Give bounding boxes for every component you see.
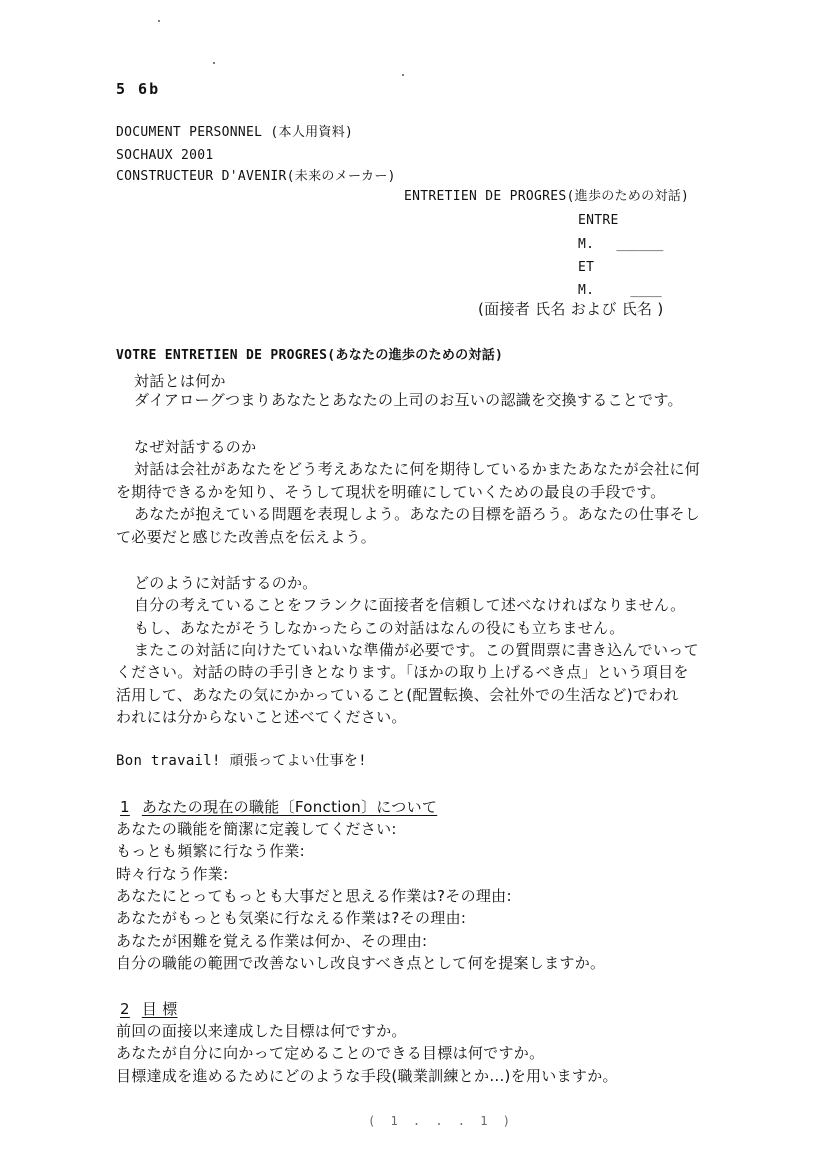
section1-item: あなたが困難を覚える作業は何か、その理由:	[116, 932, 428, 950]
section2-title: 目 標	[141, 1000, 178, 1018]
section2-item: あなたが自分に向かって定めることのできる目標は何ですか。	[116, 1044, 545, 1062]
section1-item: 自分の職能の範囲で改善ないし改良すべき点として何を提案しますか。	[116, 954, 606, 972]
intro-a2-line2: を期待できるかを知り、そうして現状を明確にしていくための最良の手段です。	[116, 483, 666, 501]
section1-item: あなたにとってもっとも大事だと思える作業は?その理由:	[116, 887, 512, 905]
intro-a2-line3: あなたが抱えている問題を表現しよう。あなたの目標を語ろう。あなたの仕事そし	[134, 505, 701, 523]
intro-a3-line6: われには分からないこと述べてください。	[116, 708, 407, 726]
header-document-personnel: DOCUMENT PERSONNEL (本人用資料)	[116, 125, 354, 140]
entretien-m2-blank: ____	[630, 283, 662, 298]
entretien-m2-label: M.	[578, 283, 595, 298]
section1-item: あなたの職能を簡潔に定義してください:	[116, 820, 397, 838]
section2-heading	[120, 998, 178, 1020]
page-number: 5 6b	[116, 80, 161, 98]
intro-a2-line4: て必要だと感じた改善点を伝えよう。	[116, 528, 377, 546]
header-sochaux: SOCHAUX 2001	[116, 148, 214, 163]
header-constructeur: CONSTRUCTEUR D'AVENIR(未来のメーカー)	[116, 169, 396, 184]
entretien-m1-label: M.	[578, 237, 595, 252]
section1-title: あなたの現在の職能〔Fonction〕について	[141, 798, 438, 816]
closing-bon-travail: Bon travail! 頑張ってよい仕事を!	[116, 753, 367, 769]
intro-a3-line4: ください。対話の時の手引きとなります。「ほかの取り上げるべき点」という項目を	[116, 663, 689, 681]
section1-item: あなたがもっとも気楽に行なえる作業は?その理由:	[116, 909, 467, 927]
entretien-m1	[578, 234, 663, 256]
section1-number: 1	[120, 798, 130, 816]
scan-speck	[402, 74, 404, 76]
section2-item: 前回の面接以来達成した目標は何ですか。	[116, 1022, 407, 1040]
page-footer: ( 1 . . . 1 )	[368, 1114, 514, 1128]
intro-a3-line1: 自分の考えていることをフランクに面接者を信頼して述べなければなりません。	[134, 596, 686, 614]
section2-number: 2	[120, 1000, 130, 1018]
section1-item: もっとも頻繁に行なう作業:	[116, 842, 305, 860]
entretien-et: ET	[578, 260, 595, 275]
scan-speck	[213, 62, 215, 64]
intro-a3-line2: もし、あなたがそうしなかったらこの対話はなんの役にも立ちません。	[134, 619, 625, 637]
intro-q1: 対話とは何か	[134, 372, 226, 390]
entretien-m1-blank: ______	[616, 237, 664, 252]
intro-q3: どのように対話するのか。	[134, 574, 318, 592]
section2-item: 目標達成を進めるためにどのような手段(職業訓練とか...)を用いますか。	[116, 1067, 618, 1085]
section1-item: 時々行なう作業:	[116, 865, 229, 883]
intro-a3-line5: 活用して、あなたの気にかかっていること(配置転換、会社外での生活など)でわれ	[116, 686, 679, 704]
scan-speck	[158, 20, 160, 22]
entretien-caption: (面接者 氏名 および 氏名 )	[478, 300, 664, 318]
section1-heading	[120, 796, 437, 818]
entretien-title: ENTRETIEN DE PROGRES(進歩のための対話)	[404, 189, 690, 204]
entretien-entre: ENTRE	[578, 213, 619, 228]
intro-a1: ダイアローグつまりあなたとあなたの上司のお互いの認識を交換することです。	[134, 391, 683, 409]
intro-heading: VOTRE ENTRETIEN DE PROGRES(あなたの進歩のための対話)	[116, 348, 504, 363]
intro-a2-line1: 対話は会社があなたをどう考えあなたに何を期待しているかまたあなたが会社に何	[134, 460, 701, 478]
intro-q2: なぜ対話するのか	[134, 438, 257, 456]
intro-a3-line3: またこの対話に向けたていねいな準備が必要です。この質問票に書き込んでいって	[134, 641, 699, 659]
